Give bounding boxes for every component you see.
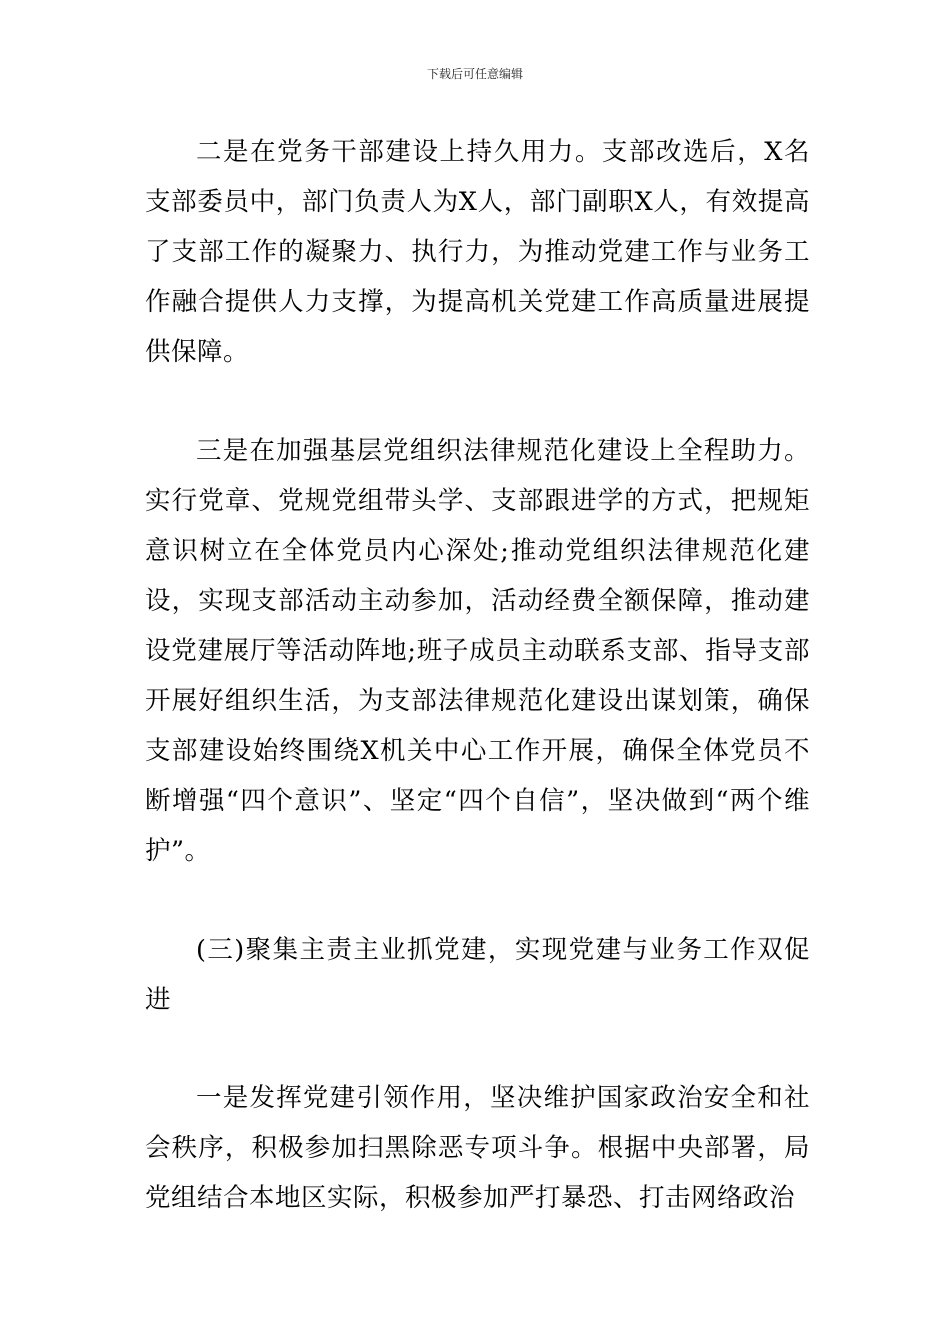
paragraph-grassroots-standardization: 三是在加强基层党组织法律规范化建设上全程助力。实行党章、党规党组带头学、支部跟进学的方式，把规矩意识树立在全体党员内心深处;推动党组织法律规范化建设，实现支部活动主动参加，活动经费全额保障，推动建设党建展厅等活动阵地;班子成员主动联系支部、指导支部开展好组织生活，为支部法律规范化建设出谋划策，确保支部建设始终围绕X机关中心工作开展，确保全体党员不断增强“四个意识”、坚定“四个自信”，坚决做到“两个维护”。	[145, 436, 810, 866]
paragraph-party-cadre-building: 二是在党务干部建设上持久用力。支部改选后，X名支部委员中，部门负责人为X人，部门副职X人，有效提高了支部工作的凝聚力、执行力，为推动党建工作与业务工作融合提供人力支撑，为提高机关党建工作高质量进展提供保障。	[145, 137, 810, 367]
page-header: 下载后可任意编辑	[426, 67, 523, 81]
section-heading-main-duties: (三)聚集主责主业抓党建，实现党建与业务工作双促进	[145, 935, 810, 1015]
paragraph-party-leadership-role: 一是发挥党建引领作用，坚决维护国家政治安全和社会秩序，积极参加扫黑除恶专项斗争。根据中央部署，局党组结合本地区实际，积极参加严打暴恐、打击网络政治	[145, 1083, 810, 1213]
